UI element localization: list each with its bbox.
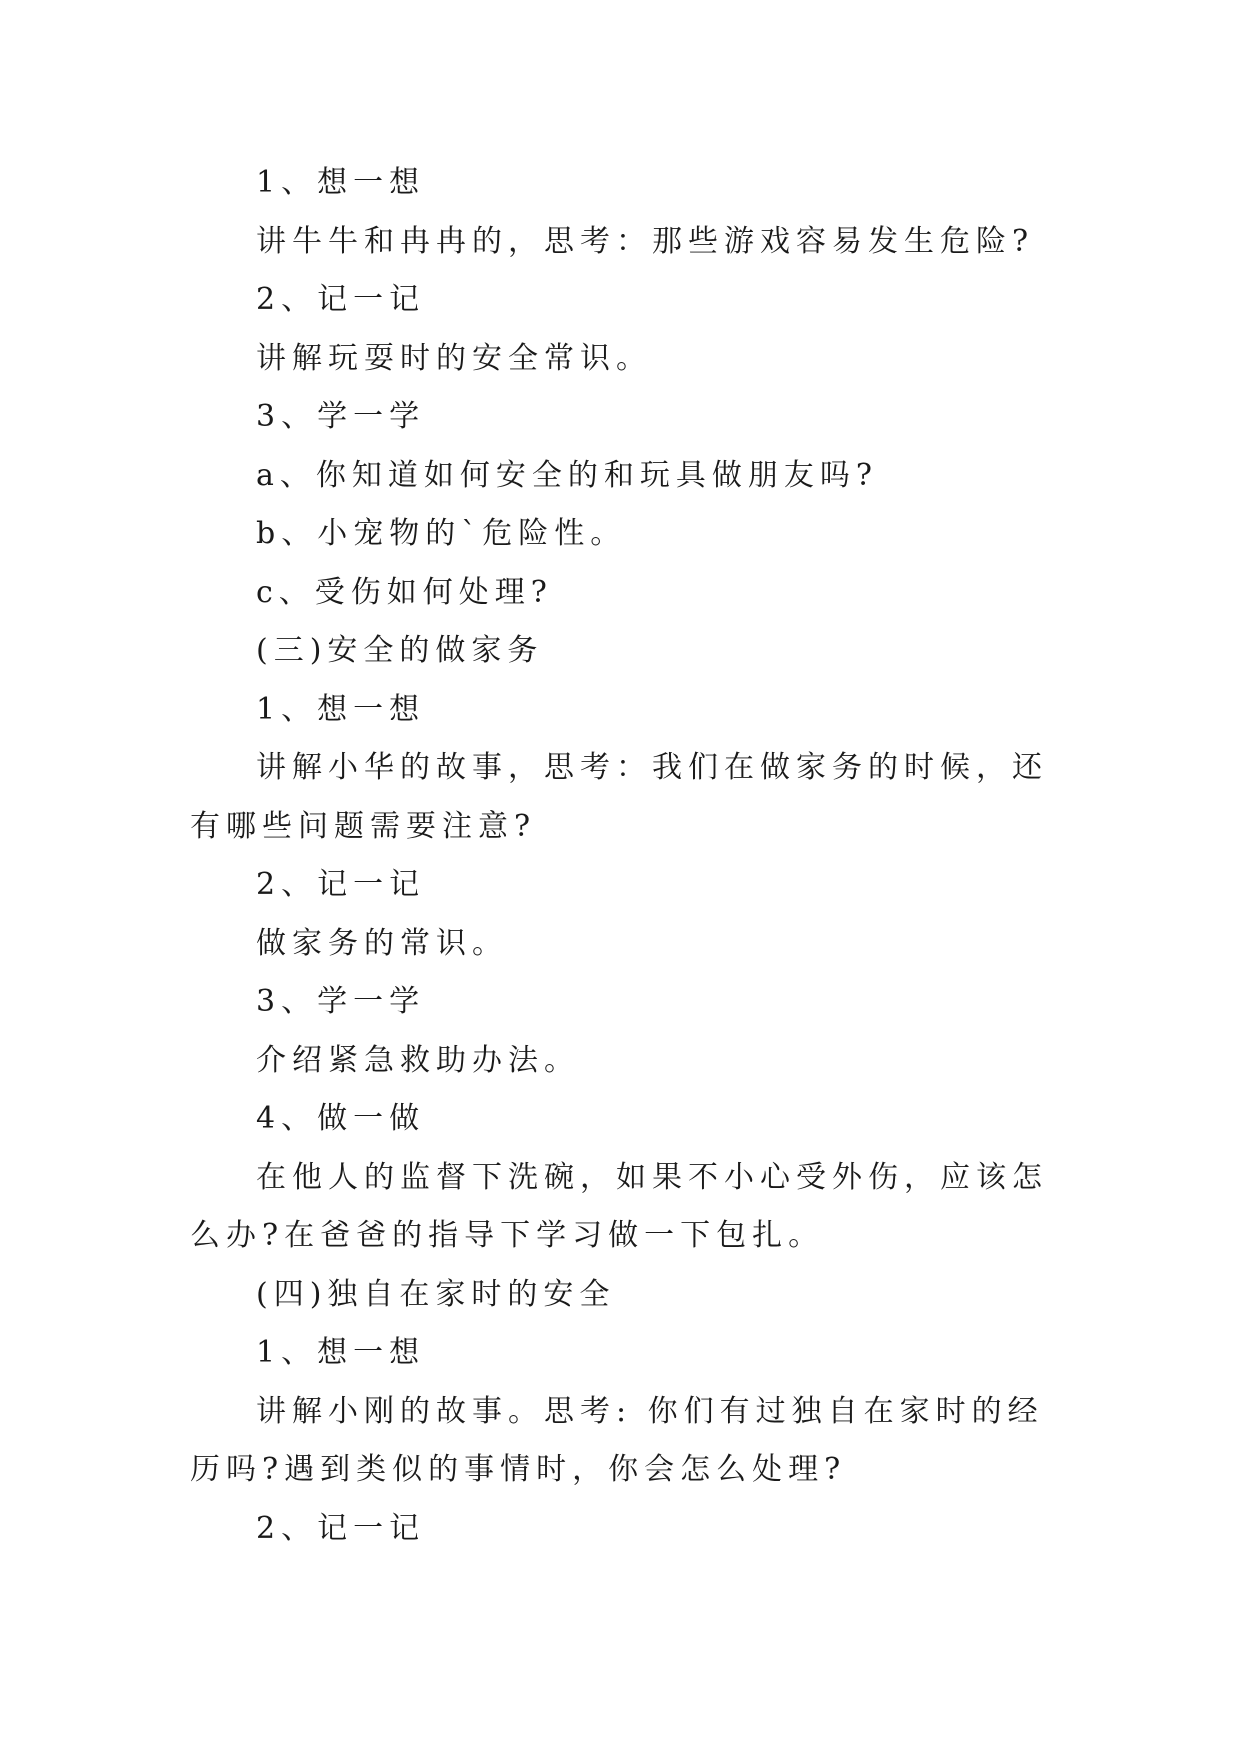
step-heading: 1、想一想	[256, 1335, 426, 1370]
step-heading: 1、想一想	[256, 691, 426, 727]
step-heading: 2、记一记	[256, 1510, 426, 1546]
paragraph: 讲牛牛和冉冉的，思考：那些游戏容易发生危险?	[256, 223, 1035, 259]
step-heading: 3、学一学	[256, 399, 426, 434]
list-item: a、你知道如何安全的和玩具做朋友吗?	[256, 457, 878, 493]
list-item: b、小宠物的`危险性。	[256, 516, 627, 551]
paragraph: 在他人的监督下洗碗，如果不小心受外伤，应该怎么办?在爸爸的指导下学习做一下包扎。	[190, 1159, 1048, 1253]
step-heading: 2、记一记	[256, 282, 426, 317]
list-item: c、受伤如何处理?	[256, 574, 553, 610]
step-heading: 4、做一做	[256, 1101, 426, 1136]
step-heading: 3、学一学	[256, 984, 426, 1019]
paragraph: 讲解小华的故事，思考：我们在做家务的时候，还有哪些问题需要注意?	[190, 750, 1048, 844]
step-heading: 1、想一想	[256, 165, 426, 200]
paragraph: 做家务的常识。	[256, 925, 508, 961]
paragraph: 讲解玩耍时的安全常识。	[256, 340, 652, 376]
paragraph: 讲解小刚的故事。思考: 你们有过独自在家时的经历吗?遇到类似的事情时，你会怎么处理?	[190, 1393, 1044, 1487]
section-heading: (三)安全的做家务	[256, 633, 544, 668]
section-heading: (四)独自在家时的安全	[256, 1276, 616, 1312]
document-body	[190, 154, 1056, 1558]
paragraph: 介绍紧急救助办法。	[256, 1042, 580, 1078]
step-heading: 2、记一记	[256, 867, 426, 902]
